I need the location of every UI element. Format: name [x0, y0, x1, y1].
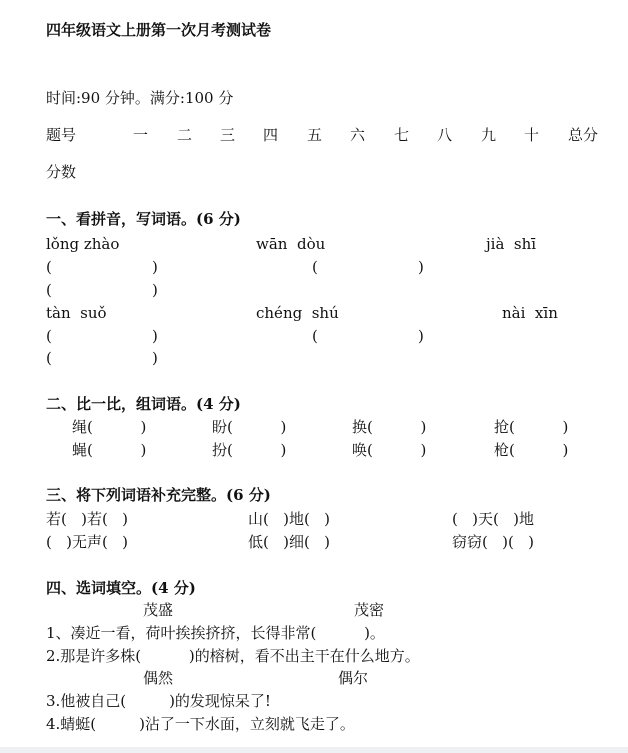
score-column: 总分 — [568, 126, 599, 144]
score-column: 七 — [394, 126, 410, 144]
idiom-item[interactable]: ( )无声( ) — [46, 533, 129, 551]
pinyin: tàn suǒ — [46, 304, 107, 322]
word-choice: 偶尔 — [338, 669, 369, 687]
answer-blank[interactable]: ( ) — [312, 258, 424, 276]
pinyin: lǒng zhào — [46, 235, 120, 253]
idiom-item[interactable]: ( )天( )地 — [452, 510, 535, 528]
answer-blank[interactable]: ( ) — [312, 327, 424, 345]
question-2[interactable]: 2.那是许多株( )的榕树，看不出主干在什么地方。 — [46, 647, 420, 665]
section2-heading: 二、比一比，组词语。(4 分) — [46, 395, 241, 413]
answer-blank[interactable]: ( ) — [46, 327, 158, 345]
idiom-item[interactable]: 低( )细( ) — [248, 533, 331, 551]
pinyin: jià shī — [486, 235, 537, 253]
exam-title: 四年级语文上册第一次月考测试卷 — [46, 21, 272, 39]
score-column: 一 — [133, 126, 149, 144]
question-1[interactable]: 1、凑近一看，荷叶挨挨挤挤，长得非常( )。 — [46, 624, 385, 642]
answer-blank[interactable]: ( ) — [46, 349, 158, 367]
answer-blank[interactable]: ( ) — [46, 281, 158, 299]
score-column: 五 — [307, 126, 323, 144]
idiom-item[interactable]: 山( )地( ) — [248, 510, 331, 528]
pinyin: nài xīn — [502, 304, 558, 322]
pinyin: chéng shú — [256, 304, 339, 322]
question-3[interactable]: 3.他被自己( )的发现惊呆了! — [46, 692, 271, 710]
idiom-item[interactable]: 窃窃( )( ) — [452, 533, 535, 551]
score-column: 十 — [524, 126, 540, 144]
score-column: 四 — [263, 126, 279, 144]
word-item[interactable]: 唤( ) — [352, 441, 427, 459]
word-choice: 茂密 — [354, 601, 385, 619]
score-column: 三 — [220, 126, 236, 144]
word-choice: 偶然 — [143, 669, 174, 687]
word-item[interactable]: 蝇( ) — [72, 441, 147, 459]
score-row-label: 分数 — [46, 163, 77, 181]
word-item[interactable]: 换( ) — [352, 418, 427, 436]
section4-heading: 四、选词填空。(4 分) — [46, 579, 196, 597]
word-item[interactable]: 绳( ) — [72, 418, 147, 436]
page-bottom-edge — [0, 747, 628, 753]
section1-heading: 一、看拼音，写词语。(6 分) — [46, 210, 241, 228]
word-item[interactable]: 盼( ) — [212, 418, 287, 436]
word-choice: 茂盛 — [143, 601, 174, 619]
score-column: 六 — [350, 126, 366, 144]
score-column: 二 — [177, 126, 193, 144]
score-column: 九 — [481, 126, 497, 144]
pinyin: wān dòu — [256, 235, 326, 253]
idiom-item[interactable]: 若( )若( ) — [46, 510, 129, 528]
score-column: 八 — [437, 126, 453, 144]
time-info: 时间:90 分钟。满分:100 分 — [46, 89, 234, 107]
question-4[interactable]: 4.蜻蜓( )沾了一下水面，立刻就飞走了。 — [46, 715, 355, 733]
answer-blank[interactable]: ( ) — [46, 258, 158, 276]
score-header-label: 题号 — [46, 126, 77, 144]
word-item[interactable]: 扮( ) — [212, 441, 287, 459]
word-item[interactable]: 抢( ) — [494, 418, 569, 436]
word-item[interactable]: 枪( ) — [494, 441, 569, 459]
section3-heading: 三、将下列词语补充完整。(6 分) — [46, 486, 271, 504]
